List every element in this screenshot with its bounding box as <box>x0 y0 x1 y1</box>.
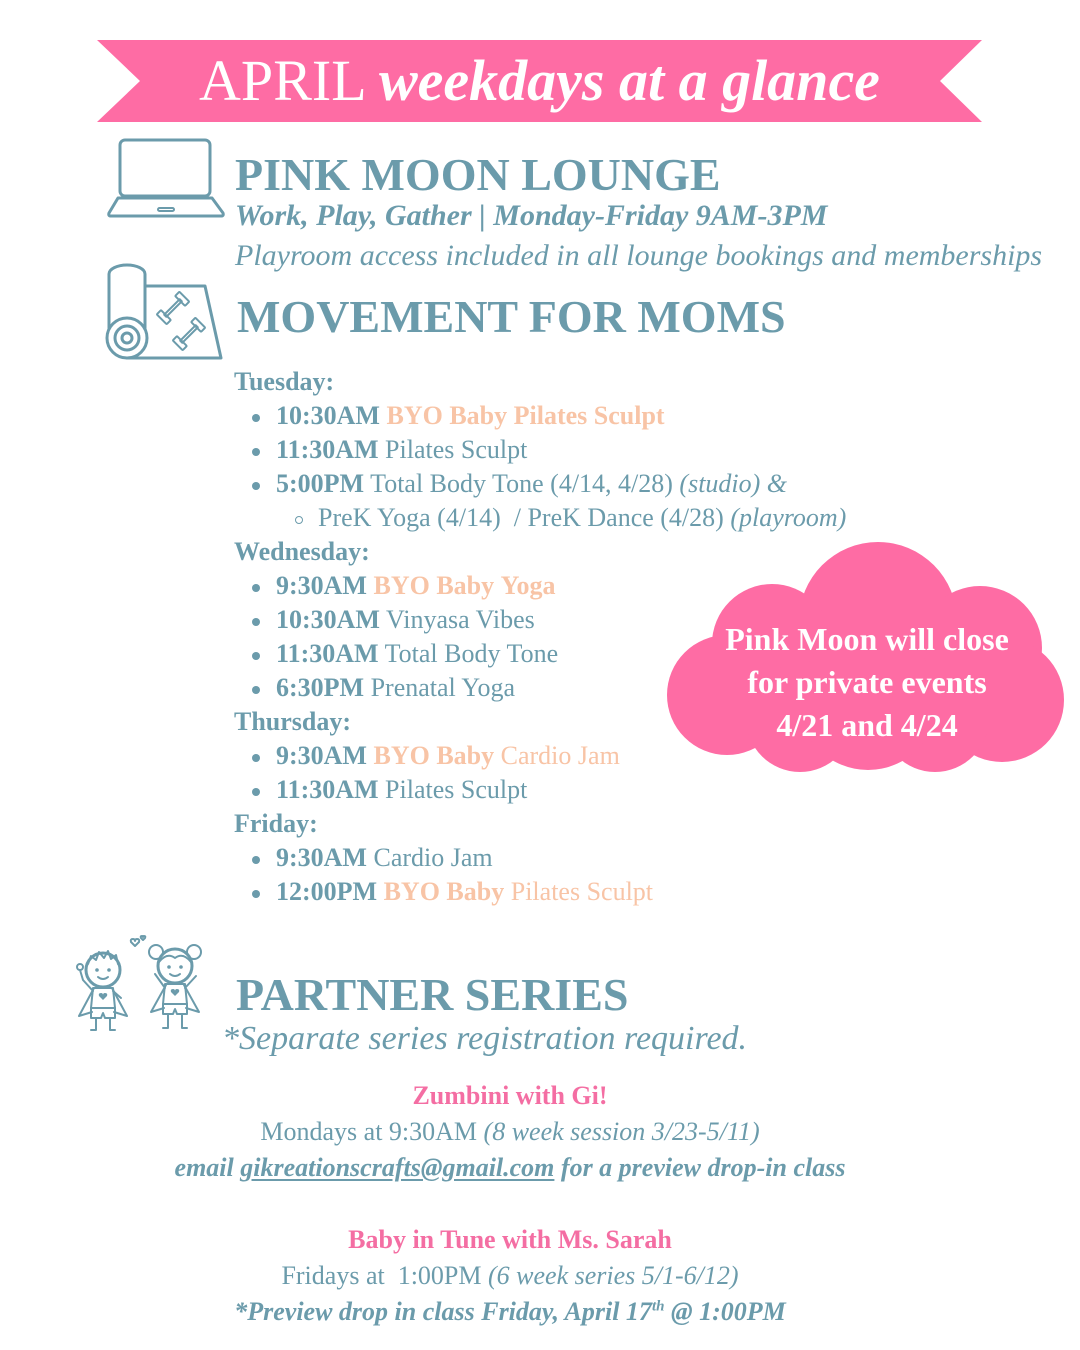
bullet-icon <box>252 686 260 694</box>
heart-icon <box>141 936 146 940</box>
mat-roll-outer <box>107 318 147 358</box>
dumbbell-icon <box>157 292 190 325</box>
preview-ordinal: th <box>651 1298 665 1315</box>
lounge-note: Playroom access included in all lounge bookings and memberships <box>235 239 1043 272</box>
class-time: 6:30PM <box>276 673 365 702</box>
girl-legs <box>163 1014 187 1028</box>
banner-title <box>97 40 982 122</box>
dumbbell-weight <box>157 310 171 324</box>
bullet-icon <box>252 448 260 456</box>
class-time: 9:30AM <box>276 571 367 600</box>
class-sub-item <box>234 501 846 535</box>
heart-icon <box>99 993 108 1000</box>
dumbbell-bar <box>180 325 198 343</box>
day-label-wednesday: Wednesday: <box>234 537 370 566</box>
dumbbell-bar <box>164 299 182 317</box>
lounge-title: PINK MOON LOUNGE <box>235 149 721 200</box>
class-time: 10:30AM <box>276 401 380 430</box>
banner-subtitle: weekdays at a glance <box>378 48 880 113</box>
series-schedule-line <box>0 1114 1020 1150</box>
title-banner <box>97 40 982 122</box>
class-byo-label: BYO Baby <box>383 877 505 906</box>
class-location: (studio) & <box>679 469 788 498</box>
class-byo-label: BYO Baby <box>386 401 508 430</box>
class-name: Pilates Sculpt <box>385 775 528 804</box>
dumbbell-weight <box>175 292 189 306</box>
dumbbell-weight <box>191 318 205 332</box>
class-name: Vinyasa Vibes <box>386 605 535 634</box>
series-contact-line <box>0 1150 1020 1186</box>
series-dates: (8 week session 3/23-5/11) <box>483 1117 760 1146</box>
girl-cape <box>151 985 199 1012</box>
partner-series-list <box>0 1078 1020 1330</box>
bullet-icon <box>252 584 260 592</box>
boy-cape <box>79 988 127 1016</box>
bullet-icon <box>252 754 260 762</box>
boy-fist <box>77 964 83 970</box>
spacer <box>0 1186 1020 1222</box>
class-time: 11:30AM <box>276 435 379 464</box>
series-schedule: Fridays at 1:00PM <box>281 1261 482 1290</box>
bullet-icon <box>252 856 260 864</box>
laptop-trackpad <box>158 208 174 211</box>
girl-shorts <box>163 1004 187 1014</box>
class-byo-label: BYO Baby <box>373 571 495 600</box>
class-time: 9:30AM <box>276 843 367 872</box>
bullet-icon <box>252 652 260 660</box>
girl-figure <box>149 945 201 1028</box>
heart-icon <box>171 989 180 996</box>
bullet-icon <box>252 618 260 626</box>
boy-eye <box>107 968 111 972</box>
class-time: 10:30AM <box>276 605 380 634</box>
partner-note: *Separate series registration required. <box>222 1020 748 1057</box>
class-time: 11:30AM <box>276 775 379 804</box>
sub-bullet-icon <box>295 516 303 524</box>
series-preview-line <box>0 1294 1020 1330</box>
dumbbell-weight <box>173 336 187 350</box>
boy-shorts <box>91 1008 115 1018</box>
class-name: Pilates Sculpt <box>513 401 665 430</box>
partner-title: PARTNER SERIES <box>236 969 629 1020</box>
series-name: Baby in Tune with Ms. Sarah <box>348 1225 672 1254</box>
girl-hair <box>159 956 191 962</box>
series-name: Zumbini with Gi! <box>412 1081 608 1110</box>
girl-eye <box>167 965 171 969</box>
girl-smile <box>170 974 180 976</box>
bullet-icon <box>252 482 260 490</box>
day-label-thursday: Thursday: <box>234 707 352 736</box>
dumbbell-icon <box>173 318 206 351</box>
contact-prefix: email <box>174 1153 234 1182</box>
class-name: Total Body Tone (4/14, 4/28) <box>370 469 673 498</box>
class-item <box>234 467 846 501</box>
banner-month: APRIL <box>199 48 365 113</box>
girl-pigtail <box>187 945 201 959</box>
class-byo-label: BYO Baby <box>373 741 495 770</box>
class-name: Total Body Tone <box>384 639 559 668</box>
boy-legs <box>91 1018 115 1030</box>
class-time: 9:30AM <box>276 741 367 770</box>
class-name: Cardio Jam <box>500 741 620 770</box>
closure-notice <box>667 618 1067 747</box>
girl-eye <box>179 965 183 969</box>
day-label-friday: Friday: <box>234 809 318 838</box>
boy-smile <box>98 977 108 979</box>
heart-icon <box>131 939 140 946</box>
bullet-icon <box>252 414 260 422</box>
class-name: Pilates Sculpt <box>510 877 654 906</box>
series-schedule: Mondays at 9:30AM <box>260 1117 478 1146</box>
class-time: 11:30AM <box>276 639 379 668</box>
series-schedule-line <box>0 1258 1020 1294</box>
bullet-icon <box>252 788 260 796</box>
notice-line: for private events <box>747 664 987 700</box>
notice-line: 4/21 and 4/24 <box>776 707 958 743</box>
class-item <box>234 875 846 909</box>
class-name: Pilates Sculpt <box>385 435 528 464</box>
series-dates: (6 week series 5/1-6/12) <box>488 1261 739 1290</box>
class-item <box>234 399 846 433</box>
day-label-tuesday: Tuesday: <box>234 367 335 396</box>
lounge-hours: Work, Play, Gather | Monday-Friday 9AM-3PM <box>235 199 828 232</box>
boy-eye <box>95 968 99 972</box>
laptop-screen <box>120 140 210 196</box>
class-time: 12:00PM <box>276 877 378 906</box>
class-name: Cardio Jam <box>373 843 493 872</box>
class-time: 5:00PM <box>276 469 365 498</box>
laptop-icon <box>106 136 226 220</box>
class-name: Prenatal Yoga <box>370 673 516 702</box>
class-item <box>234 841 846 875</box>
notice-line: Pink Moon will close <box>725 621 1009 657</box>
contact-suffix: for a preview drop-in class <box>560 1153 846 1182</box>
girl-pigtail <box>149 945 163 959</box>
preview-time: @ 1:00PM <box>670 1297 786 1326</box>
bullet-icon <box>252 890 260 898</box>
kids-icon <box>71 932 223 1038</box>
class-item <box>234 433 846 467</box>
class-name: PreK Yoga (4/14) / PreK Dance (4/28) <box>318 503 724 532</box>
preview-text: *Preview drop in class Friday, April 17 <box>234 1297 652 1326</box>
boy-figure <box>77 951 127 1030</box>
movement-title: MOVEMENT FOR MOMS <box>237 291 786 342</box>
yoga-mat-icon <box>105 262 225 362</box>
class-location: (playroom) <box>730 503 847 532</box>
email-link[interactable]: gikreationscrafts@gmail.com <box>240 1153 555 1182</box>
class-name: Yoga <box>500 571 556 600</box>
